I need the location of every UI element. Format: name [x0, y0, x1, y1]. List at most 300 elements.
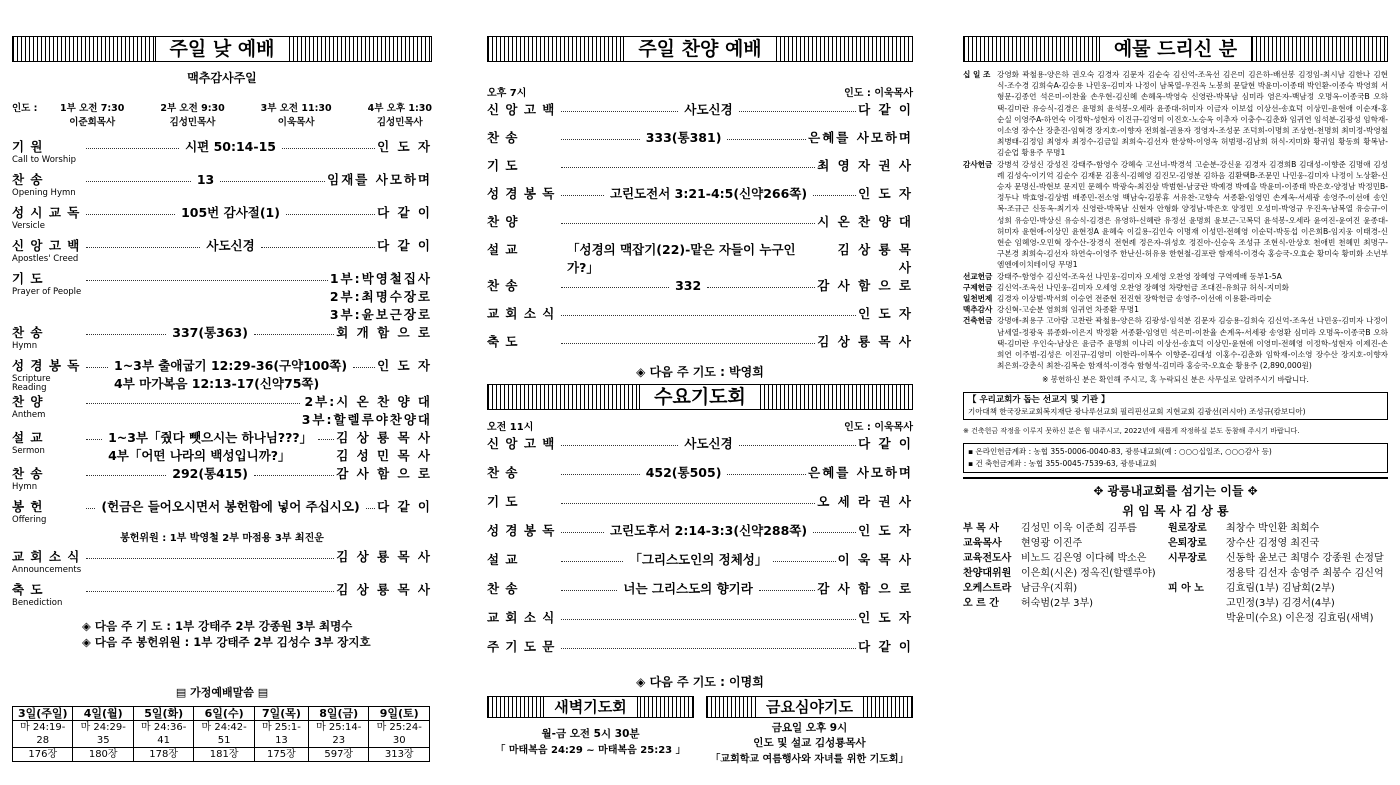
- wednesday-next-prayer: ◈ 다음 주 기도 : 이명희: [636, 675, 764, 689]
- leader-dots: [773, 551, 835, 562]
- friday-title: 금요심야기도: [755, 697, 864, 717]
- offering-names: 강병석 강성신 강성진 강태주-함영수 강혜숙 고선녀-박경석 고순분-강신윤 김경자 김경희B 김대성-이향준 김명애 김성례 김성숙-이기억 김순수 김재문 김흥식-김혜영 김진모-김영분 김하음 김환택B-조문민 나민웅-김미자 나정이 노상환-신승자 문명신-박현보 문지민 문혜수 박광숙-최진삼 박범현-남궁란 박예경 박예을 박윤미-이종태 박은호-양정남 박정민B-정두나 박효영-김상범 배종민-전소영 백남숙-김봉휴 서유찬-고향숙 서종환-임영민 손계옥-서세광 송영주-이선애 송인복-조규근 신동옥-최기자 신영란-박복남 신현자 안형화 양정남-박은호 양정민 오성미-박영규 우진옥-남복열 유승규-이성희 유승민-박상신 유승식-김경은 유영하-신혜란 유정선 윤명희 윤보근-고복덕 윤석봉-오세라 윤여진-윤여진 윤종대-허미자 윤현애-이상민 윤현정A 윤혜숙 이길용-김인숙 이명재 이성민-전혜영 이순덕-박동섭 이은희B-임지웅 이태경-신현순 임혜영-오민혁 장수산-장경식 전현례 정은자-위성호 정진아-신승욱 조성규 조현식-안상호 천애빈 천혜민 최명구-구본경 최희숙-김선자 하연숙-이영주 한난신-허유용 한현철-김포란 함재석-이경숙 홍승국-오효순 황미숙 황미화 소년부 엠엔에이치테이딩 무명1: [997, 159, 1388, 270]
- order-label: [487, 241, 559, 259]
- offering-names: 김신억-조옥선 나민웅-김미자 오세영 오찬영 장혜영 차량헌금 조대진-유희규 허식-지미화: [997, 282, 1289, 292]
- order-label: [487, 157, 559, 175]
- family-worship-title: ▤ 가정예배말씀 ▤: [175, 686, 269, 699]
- order-row: [487, 580, 913, 609]
- family-cell: 마 24:29-35: [73, 721, 133, 748]
- order-row: [487, 493, 913, 522]
- order-person: 인 도 자: [858, 306, 913, 321]
- offering-type: 선교헌금: [963, 271, 993, 281]
- order-content: 사도신경: [206, 238, 255, 253]
- order-content: 105번 감사절(1): [181, 205, 280, 220]
- offering-names: 강영화 곽철용-양은하 권오숙 김경자 김문자 김순숙 김신억-조옥선 김은미 김은하-배선봉 김정임-최시남 김한나 김현식-조수경 김희숙A-김승용 나민웅-김미자 나정이 남복열-우진옥 노봉희 문달현 박윤미-이종태 박인환-이종숙 박영희 서형문-김종언 석은미-이찬율 손우현-김신혜 손혜옥-박영숙 신영란-박복남 심미라 염은자-백남정 오명옥-이종국B 오하택-김미란 유승식-김경은 윤명희 윤석봉-오세라 윤종대-허미자 이금자 이보섭 이상선-송효덕 이상민-윤현애 이순재-홍순실 이영주A-하연숙 이정학-성현자 이진규-김영미 이진호-노승옥 이추자 이충수-김춘화 임귀연 임석분-김광성 임학재-이소영 장수산 장춘진-임혁경 장지호-이향자 전희철-권용자 정영자-조성문 조덕희-이명희 조상헌-천명희 최미정-박영철 최병태-김정임 최영자 최정수-김금일 최희숙-김선자 한상학-이영옥 허범평-김남희 허식-지미화 황귀임 황동희 황복남-김순업 황용주 무명1: [997, 70, 1388, 158]
- order-label-text: 설 교: [487, 552, 519, 567]
- order-label-text: 기 도: [12, 271, 44, 286]
- leader-dots: [282, 138, 375, 149]
- order-label-en: Offering: [12, 515, 47, 525]
- staff-role: 부 목 사: [963, 523, 999, 535]
- account-box: [963, 443, 1388, 473]
- service-time: 2부 오전 9:30: [160, 103, 225, 114]
- order-label: [12, 324, 84, 351]
- online-account: ▪ 온라인헌금계좌 : 농협 355-0006-0040-83, 광릉내교회(예 : ○○○십일조, ○○○감사 등): [968, 447, 1272, 457]
- order-label-en: Scripture Reading: [12, 374, 51, 393]
- service-time: 1부 오전 7:30: [60, 103, 125, 114]
- section-header: [963, 36, 1388, 62]
- mission-text: 기아대책 한국장로교회복지재단 광나루선교회 필리핀선교회 지현교회 김광선(러시아) 조성규(캄보디아): [968, 407, 1306, 417]
- staff-role: 피 아 노: [1168, 583, 1204, 595]
- staff-names: 이은희(시온) 정옥진(할렐루야): [1021, 568, 1156, 580]
- family-cell: 마 25:14-23: [308, 721, 368, 748]
- order-label-text: 찬 양: [487, 214, 519, 229]
- order-row: [12, 138, 432, 171]
- order-row: [12, 581, 432, 614]
- section-header: [487, 36, 913, 62]
- order-label: [12, 581, 84, 608]
- order-person: 감 사 함 으 로: [817, 278, 914, 293]
- leader-dots: [86, 324, 166, 335]
- staff-title: ✥ 광릉내교회를 섬기는 이들 ✥: [1093, 484, 1258, 499]
- order-label-text: 설 교: [12, 430, 44, 445]
- order-label-text: 성 시 교 독: [12, 205, 81, 220]
- leader-dots: [739, 101, 856, 112]
- order-label-text: 기 도: [487, 494, 519, 509]
- order-person: 인 도 자: [377, 139, 432, 154]
- offering-type: 맥추감사: [963, 305, 993, 315]
- order-row: [487, 277, 913, 305]
- order-row: [487, 157, 913, 185]
- service-slot: [261, 100, 332, 128]
- order-label-text: 교 회 소 식: [12, 549, 81, 564]
- staff-row: [963, 551, 1168, 566]
- order-label-text: 축 도: [12, 582, 44, 597]
- next-offering: ◈ 다음 주 봉헌위원 : 1부 강태주 2부 김성수 3부 장지호: [82, 635, 371, 649]
- leader-dots: [561, 580, 617, 591]
- family-cell: 175장: [254, 748, 308, 762]
- order-content: 333(통381): [645, 130, 722, 145]
- leader-dots: [739, 435, 856, 446]
- offering-type: 구제헌금: [963, 282, 993, 292]
- mission-box: [963, 392, 1388, 420]
- next-duty: [12, 618, 432, 650]
- offering-names: 강신혁-고순분 염희희 임귀연 차종환 무명1: [997, 305, 1139, 315]
- sunday-praise-section: [487, 36, 913, 765]
- order-label-text: 축 도: [487, 334, 519, 349]
- order-row: [487, 435, 913, 464]
- leader-dots: [286, 204, 375, 215]
- order-label-text: 성 경 봉 독: [487, 186, 556, 201]
- order-person: 1부:박영철집사 2부:최명수장로 3부:윤보근장로: [329, 271, 432, 322]
- order-label-text: 성 경 봉 독: [12, 358, 81, 373]
- order-label-text: 찬 송: [12, 325, 44, 340]
- order-row: [12, 171, 432, 204]
- order-row: [487, 638, 913, 667]
- leader-dots: [561, 493, 815, 504]
- offering-group: [963, 293, 1388, 304]
- leader-dots: [254, 324, 334, 335]
- staff-left: [963, 521, 1168, 626]
- section-header: [12, 36, 432, 62]
- dawn-prayer: [487, 696, 694, 765]
- order-person: 다 같 이: [377, 238, 432, 253]
- order-label: [487, 213, 559, 231]
- order-row: [487, 305, 913, 333]
- order-row: [12, 324, 432, 357]
- notice: ※ 봉헌하신 분은 확인해 주시고, 혹 누락되신 분은 사무실로 알려주시기 바랍니다.: [1042, 375, 1309, 385]
- leader-dots: [561, 464, 640, 475]
- order-content: 사도신경: [684, 436, 733, 451]
- next-prayer: ◈ 다음 주 기도 : 박영희: [636, 365, 764, 379]
- leader-dots: [86, 171, 191, 182]
- wednesday-leader: 인도 : 이욱목사: [844, 422, 913, 433]
- leader-dots: [86, 548, 334, 559]
- family-cell: 마 24:36-41: [133, 721, 193, 748]
- order-content: 13: [196, 172, 215, 187]
- order-label: [487, 580, 559, 598]
- offering-groups: [963, 69, 1388, 371]
- order-content: 너는 그리스도의 향기라: [623, 581, 753, 596]
- order-row: [12, 270, 432, 324]
- order-person: 시 온 찬 양 대: [817, 214, 913, 229]
- order-row: [487, 333, 913, 361]
- staff-row: [963, 521, 1168, 536]
- subtitle: 맥추감사주일: [187, 71, 257, 85]
- section-title: 주일 낮 예배: [155, 37, 290, 61]
- order-label-text: 찬 송: [487, 278, 519, 293]
- offering-group: [963, 304, 1388, 315]
- service-leader: 인도 : 이욱목사: [844, 88, 913, 99]
- leader-dots: [707, 277, 815, 288]
- offering-group: [963, 282, 1388, 293]
- order-label: [487, 464, 559, 482]
- service-slot: [368, 100, 432, 128]
- order-label: [487, 522, 559, 540]
- leader-dots: [561, 157, 815, 168]
- order-label-text: 설 교: [487, 242, 519, 257]
- order-label-text: 찬 송: [487, 130, 519, 145]
- family-cell: 9일(토): [369, 707, 430, 721]
- staff-names: 최창수 박인환 최희수: [1226, 523, 1320, 535]
- order-person: 감 사 함 으 로: [817, 581, 914, 596]
- order-row: [487, 522, 913, 551]
- order-person: 인 도 자: [858, 186, 913, 201]
- leader-dots: [353, 357, 375, 368]
- lead-label: 인도 :: [12, 103, 38, 114]
- order-row: [487, 213, 913, 241]
- offering-group: [963, 315, 1388, 371]
- order-label-text: 신 앙 고 백: [12, 238, 81, 253]
- order-label: [487, 129, 559, 147]
- family-cell: 4일(월): [73, 707, 133, 721]
- order-label: [12, 357, 84, 393]
- order-label: [487, 305, 559, 323]
- order-label-text: 찬 송: [487, 465, 519, 480]
- order-label: [12, 548, 84, 575]
- leader-dots: [86, 393, 300, 404]
- friday-time: 금요일 오후 9시: [771, 722, 848, 734]
- staff-role: 시무장로: [1168, 553, 1207, 565]
- order-label: [487, 609, 559, 627]
- order-person: 다 같 이: [377, 205, 432, 220]
- order-person: 은혜를 사모하며: [808, 465, 914, 480]
- order-person: 은혜를 사모하며: [808, 130, 914, 145]
- offering-group: [963, 159, 1388, 271]
- offering-group: [963, 69, 1388, 159]
- leader-dots: [561, 522, 604, 533]
- order-label-en: Hymn: [12, 482, 38, 492]
- order-content: 「성경의 맥잡기(22)-맡은 자들이 누구인가?」: [567, 242, 796, 275]
- order-content: 337(통363): [172, 325, 248, 340]
- order-person: 이 욱 목 사: [837, 552, 914, 567]
- order-label: [487, 435, 559, 453]
- family-cell: 6일(수): [194, 707, 254, 721]
- staff-row: [1168, 521, 1388, 536]
- order-row: [487, 101, 913, 129]
- staff-role: 오케스트라: [963, 583, 1012, 595]
- leader-dots: [561, 305, 856, 316]
- offering-names: 김경자 이상범-박서희 이승연 전준현 전진현 장학헌금 송영주-이선애 이용환-라미순: [997, 294, 1272, 304]
- order-label-text: 신 앙 고 백: [487, 102, 556, 117]
- order-row: [487, 609, 913, 638]
- leader-dots: [727, 129, 806, 140]
- leader-dots: [727, 464, 806, 475]
- staff-row: [963, 596, 1168, 611]
- order-person: 인 도 자: [377, 358, 433, 373]
- leader-dots: [254, 465, 334, 476]
- order-row: [487, 551, 913, 580]
- staff-role: 찬양대위원: [963, 568, 1012, 580]
- building-account: ▪ 건 축헌금계좌 : 농협 355-0045-7539-63, 광릉내교회: [968, 459, 1157, 469]
- order-label-text: 성 경 봉 독: [487, 523, 556, 538]
- order-label: [487, 638, 559, 656]
- order-content: 452(통505): [645, 465, 722, 480]
- order-row: [487, 129, 913, 157]
- staff-role: 원로장로: [1168, 523, 1207, 535]
- building-note: ※ 건축헌금 작정을 이루지 못하신 분은 힘 내주시고, 2022년에 새롭게 작정하실 분도 동참해 주시기 바랍니다.: [963, 427, 1300, 436]
- offering-group: [963, 271, 1388, 282]
- order-person: 김 상 룡 목 사: [336, 582, 432, 597]
- order-label-en: Anthem: [12, 410, 46, 420]
- order-content: 고린도후서 2:14-3:3(신약288쪽): [609, 523, 808, 538]
- service-leader: 김성민목사: [376, 117, 423, 128]
- service-slot: [60, 100, 124, 128]
- order-label-text: 봉 헌: [12, 499, 44, 514]
- order-person: 김 상 룡 목 사 김 성 민 목 사: [336, 430, 432, 463]
- order-label: [12, 429, 84, 456]
- leader-dots: [86, 581, 334, 592]
- order-row: [12, 237, 432, 270]
- order-person: 2부:시 온 찬 양 대 3부:할렐루야찬양대: [301, 394, 432, 427]
- family-cell: 마 24:19-28: [13, 721, 73, 748]
- leader-dots: [86, 204, 175, 215]
- offering-type: 감사헌금: [963, 159, 993, 169]
- leader-dots: [220, 171, 325, 182]
- order-label-text: 기 원: [12, 139, 44, 154]
- order-content: 시편 50:14-15: [185, 139, 276, 154]
- senior-pastor: 위 임 목 사 김 상 룡: [1122, 504, 1229, 519]
- order-person: 오 세 라 권 사: [817, 494, 913, 509]
- order-person: 다 같 이: [377, 499, 433, 514]
- leader-dots: [86, 270, 328, 281]
- staff-role: 은퇴장로: [1168, 538, 1207, 550]
- order-row: [487, 185, 913, 213]
- staff-row: [1168, 581, 1388, 626]
- offering-type: 건축헌금: [963, 316, 993, 326]
- order-label: [12, 393, 84, 420]
- dawn-text: 「 마태복음 24:29 ~ 마태복음 25:23 」: [495, 745, 686, 756]
- offering-staff: 봉헌위원 : 1부 박영철 2부 마점용 3부 최진운: [120, 533, 324, 544]
- order-person: 인 도 자: [858, 523, 913, 538]
- staff-row: [963, 581, 1168, 596]
- leader-dots: [86, 138, 179, 149]
- staff-role: 오 르 간: [963, 598, 999, 610]
- order-content: 고린도전서 3:21-4:5(신약266쪽): [609, 186, 808, 201]
- friday-text: 「교회학교 여름행사와 자녀를 위한 기도회」: [710, 754, 909, 765]
- order-row: [487, 464, 913, 493]
- wednesday-header: [487, 384, 913, 410]
- order-list: [487, 101, 913, 361]
- staff-right: [1168, 521, 1388, 626]
- friday-prayer: [706, 696, 913, 765]
- family-cell: 7일(목): [254, 707, 308, 721]
- staff-names: 김성민 이욱 이준희 김푸름: [1021, 523, 1137, 535]
- leader-dots: [561, 185, 604, 196]
- order-label-text: 찬 송: [12, 466, 44, 481]
- sunday-morning-section: [12, 36, 432, 762]
- wednesday-title: 수요기도회: [639, 385, 761, 409]
- leader-dots: [86, 498, 95, 509]
- order-label: [12, 237, 84, 264]
- order-row: [12, 465, 432, 498]
- service-time: 오후 7시: [487, 88, 527, 99]
- family-cell: 597장: [308, 748, 368, 762]
- wednesday-time: 오전 11시: [487, 422, 534, 433]
- family-cell: 178장: [133, 748, 193, 762]
- family-cell: 마 24:42-51: [194, 721, 254, 748]
- order-content: 1~3부「줬다 뺏으시는 하나님???」 4부「어떤 나라의 백성입니까?」: [108, 430, 313, 463]
- leader-dots: [813, 185, 856, 196]
- order-label: [12, 204, 84, 231]
- order-label-text: 찬 양: [12, 394, 44, 409]
- order-row: [12, 357, 432, 393]
- order-label: [487, 277, 559, 295]
- staff-row: [963, 536, 1168, 551]
- order-label: [487, 101, 559, 119]
- order-label-en: Announcements: [12, 565, 82, 575]
- wednesday-order-list: [487, 435, 913, 667]
- order-row: [12, 393, 432, 429]
- family-cell: 176장: [13, 748, 73, 762]
- mission-title: 【 우리교회가 돕는 선교지 및 기관 】: [968, 395, 1110, 406]
- leader-dots: [759, 580, 815, 591]
- offering-section: [963, 36, 1388, 626]
- family-worship-table: [12, 706, 430, 762]
- service-leader: 김성민목사: [169, 117, 216, 128]
- order-label-en: Apostles' Creed: [12, 254, 79, 264]
- leader-dots: [561, 213, 815, 224]
- family-cell: 마 25:1-13: [254, 721, 308, 748]
- order-label: [12, 498, 84, 525]
- staff-names: 현영광 이진주: [1021, 538, 1083, 550]
- order-label: [487, 493, 559, 511]
- order-label-en: Prayer of People: [12, 287, 82, 297]
- order-label: [487, 551, 559, 569]
- staff-names: 장수산 김정영 최진국: [1226, 538, 1320, 550]
- friday-leader: 인도 및 설교 김성룡목사: [753, 737, 866, 749]
- order-row: [12, 498, 432, 531]
- order-label-text: 기 도: [487, 158, 519, 173]
- leader-dots: [561, 129, 640, 140]
- order-person: 김 상 룡 목 사: [336, 549, 432, 564]
- order-label-text: 교 회 소 식: [487, 306, 556, 321]
- dawn-title: 새벽기도회: [543, 697, 637, 717]
- order-label: [487, 185, 559, 203]
- leader-dots: [86, 465, 166, 476]
- order-label-text: 교 회 소 식: [487, 610, 556, 625]
- order-content: 292(통415): [172, 466, 248, 481]
- staff-names: 김효림(1부) 김남희(2부) 고민정(3부) 김경서(4부) 박윤미(수요) 이은정 김효림(새벽): [1226, 583, 1374, 625]
- order-label-text: 찬 송: [487, 581, 519, 596]
- leader-dots: [561, 277, 669, 288]
- family-cell: 181장: [194, 748, 254, 762]
- leader-dots: [261, 237, 375, 248]
- order-row: [12, 204, 432, 237]
- family-cell: 5일(화): [133, 707, 193, 721]
- order-label-en: Opening Hymn: [12, 188, 76, 198]
- family-cell: 313장: [369, 748, 430, 762]
- staff-row: [1168, 536, 1388, 551]
- staff-role: 교육전도사: [963, 553, 1012, 565]
- leader-dots: [561, 551, 623, 562]
- order-person: 최 영 자 권 사: [817, 158, 913, 173]
- offering-type: 일천번제: [963, 294, 993, 304]
- order-person: 인 도 자: [858, 610, 913, 625]
- leader-dots: [366, 498, 375, 509]
- order-label: [12, 171, 84, 198]
- order-content: 사도신경: [684, 102, 733, 117]
- order-row: [12, 548, 432, 581]
- order-label: [487, 333, 559, 351]
- order-label-en: Call to Worship: [12, 155, 76, 165]
- family-cell: 180장: [73, 748, 133, 762]
- staff-names: 비노드 김은영 이다혜 박소은: [1021, 553, 1147, 565]
- leader-dots: [561, 333, 815, 344]
- staff-row: [963, 566, 1168, 581]
- order-row: [487, 241, 913, 277]
- leader-dots: [561, 435, 678, 446]
- leader-dots: [561, 609, 856, 620]
- order-content: 1~3부 출애굽기 12:29-36(구약100쪽) 4부 마가복음 12:13-17(신약75쪽): [114, 358, 348, 391]
- order-content: 「그리스도인의 정체성」: [629, 552, 768, 567]
- staff-row: [1168, 551, 1388, 581]
- family-cell: 8일(금): [308, 707, 368, 721]
- order-content: (헌금은 들어오시면서 봉헌함에 넣어 주십시오): [101, 499, 360, 514]
- order-label: [12, 270, 84, 297]
- order-person: 다 같 이: [858, 102, 913, 117]
- order-person: 감 사 함 으 로: [336, 466, 433, 481]
- order-row: [12, 429, 432, 465]
- offering-type: 십 일 조: [963, 70, 991, 79]
- order-person: 회 개 함 으 로: [336, 325, 433, 340]
- order-label-text: 신 앙 고 백: [487, 436, 556, 451]
- next-prayer: ◈ 다음 주 기 도 : 1부 강태주 2부 강종원 3부 최명수: [82, 619, 353, 633]
- service-leader: 이준희목사: [69, 117, 116, 128]
- service-time: 4부 오후 1:30: [367, 103, 432, 114]
- family-cell: 마 25:24-30: [369, 721, 430, 748]
- leader-dots: [86, 357, 108, 368]
- service-times: [12, 100, 432, 128]
